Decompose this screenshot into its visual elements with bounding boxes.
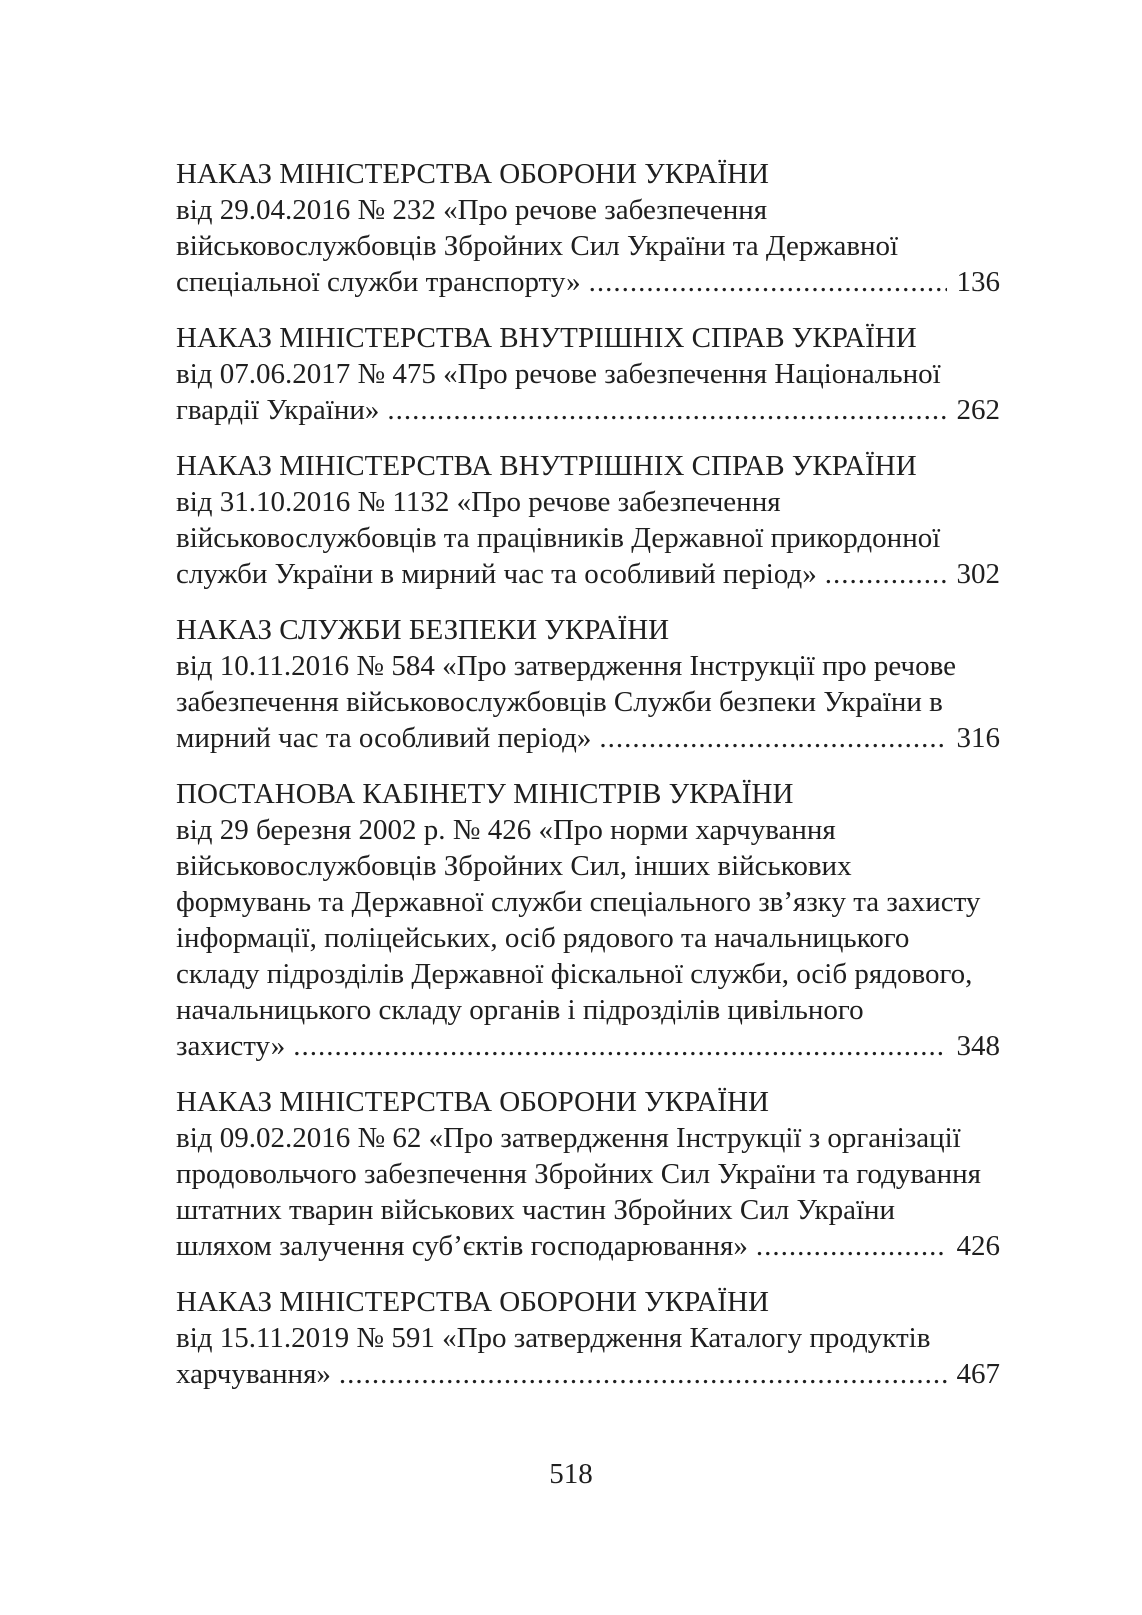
toc-entry-line: військовослужбовців та працівників Державної прикордонної [176, 522, 941, 554]
toc-entry-line: формувань та Державної служби спеціального зв’язку та захисту [176, 886, 981, 918]
toc-entry-heading: НАКАЗ СЛУЖБИ БЕЗПЕКИ УКРАЇНИ [176, 614, 670, 646]
toc-entry-line: від 29 березня 2002 р. № 426 «Про норми харчування [176, 814, 836, 846]
toc-entry-lastline [176, 392, 1000, 428]
toc-entry-line: від 10.11.2016 № 584 «Про затвердження Інструкції про речове [176, 650, 957, 682]
toc-entry [176, 448, 1000, 592]
toc-entry-page: 262 [956, 394, 1000, 426]
dot-leader [599, 720, 946, 756]
toc-entry-page: 136 [956, 266, 1000, 298]
toc-entry-heading: НАКАЗ МІНІСТЕРСТВА ВНУТРІШНІХ СПРАВ УКРАЇНИ [176, 450, 917, 482]
toc-entry-heading: НАКАЗ МІНІСТЕРСТВА ВНУТРІШНІХ СПРАВ УКРАЇНИ [176, 322, 917, 354]
toc-entry-tail: гвардії України» [176, 394, 380, 426]
toc-entry [176, 1084, 1000, 1264]
toc-entry-heading: НАКАЗ МІНІСТЕРСТВА ОБОРОНИ УКРАЇНИ [176, 158, 769, 190]
toc-entry-heading: НАКАЗ МІНІСТЕРСТВА ОБОРОНИ УКРАЇНИ [176, 1286, 769, 1318]
toc-entry-page: 426 [956, 1230, 1000, 1262]
toc-entry-line: складу підрозділів Державної фіскальної служби, осіб рядового, [176, 958, 973, 990]
page-footer [0, 1456, 1142, 1492]
toc-entry-lastline [176, 556, 1000, 592]
toc-entry-line: штатних тварин військових частин Збройних Сил України [176, 1194, 896, 1226]
dot-leader [825, 556, 947, 592]
toc-entry [176, 156, 1000, 300]
toc-entry [176, 320, 1000, 428]
toc-entry-heading: ПОСТАНОВА КАБІНЕТУ МІНІСТРІВ УКРАЇНИ [176, 778, 794, 810]
toc-entry-tail: шляхом залучення суб’єктів господарювання» [176, 1230, 748, 1262]
toc-entry-line: від 31.10.2016 № 1132 «Про речове забезпечення [176, 486, 781, 518]
toc-entry-line: начальницького складу органів і підрозділів цивільного [176, 994, 864, 1026]
toc-entry-tail: служби України в мирний час та особливий період» [176, 558, 817, 590]
toc-entry-page: 302 [956, 558, 1000, 590]
toc-entry-page: 348 [956, 1030, 1000, 1062]
toc-entry-tail: мирний час та особливий період» [176, 722, 592, 754]
toc-entry-lastline [176, 1356, 1000, 1392]
toc-entry [176, 1284, 1000, 1392]
toc-entry [176, 612, 1000, 756]
toc-entry [176, 776, 1000, 1064]
toc-entry-lastline [176, 264, 1000, 300]
dot-leader [387, 392, 946, 428]
toc-entry-line: військовослужбовців Збройних Сил, інших військових [176, 850, 852, 882]
dot-leader [339, 1356, 947, 1392]
toc-entry-line: від 29.04.2016 № 232 «Про речове забезпечення [176, 194, 768, 226]
toc-entry-line: забезпечення військовослужбовців Служби безпеки України в [176, 686, 943, 718]
toc-entry-heading: НАКАЗ МІНІСТЕРСТВА ОБОРОНИ УКРАЇНИ [176, 1086, 769, 1118]
toc-entry-page: 467 [956, 1358, 1000, 1390]
toc-entry-tail: спеціальної служби транспорту» [176, 266, 581, 298]
toc-entry-lastline [176, 720, 1000, 756]
toc-entry-line: військовослужбовців Збройних Сил України та Державної [176, 230, 899, 262]
dot-leader [589, 264, 947, 300]
toc-entry-page: 316 [956, 722, 1000, 754]
toc-entry-line: від 09.02.2016 № 62 «Про затвердження Інструкції з організації [176, 1122, 961, 1154]
toc-entry-lastline [176, 1028, 1000, 1064]
toc-entry-line: інформації, поліцейських, осіб рядового та начальницького [176, 922, 910, 954]
dot-leader [293, 1028, 946, 1064]
toc-entry-line: продовольчого забезпечення Збройних Сил України та годування [176, 1158, 981, 1190]
dot-leader [756, 1228, 947, 1264]
toc-entry-lastline [176, 1228, 1000, 1264]
toc-entry-line: від 15.11.2019 № 591 «Про затвердження Каталогу продуктів [176, 1322, 931, 1354]
toc-entry-tail: харчування» [176, 1358, 331, 1390]
toc-entry-line: від 07.06.2017 № 475 «Про речове забезпечення Національної [176, 358, 941, 390]
page-number: 518 [549, 1458, 593, 1490]
toc-entry-tail: захисту» [176, 1030, 286, 1062]
